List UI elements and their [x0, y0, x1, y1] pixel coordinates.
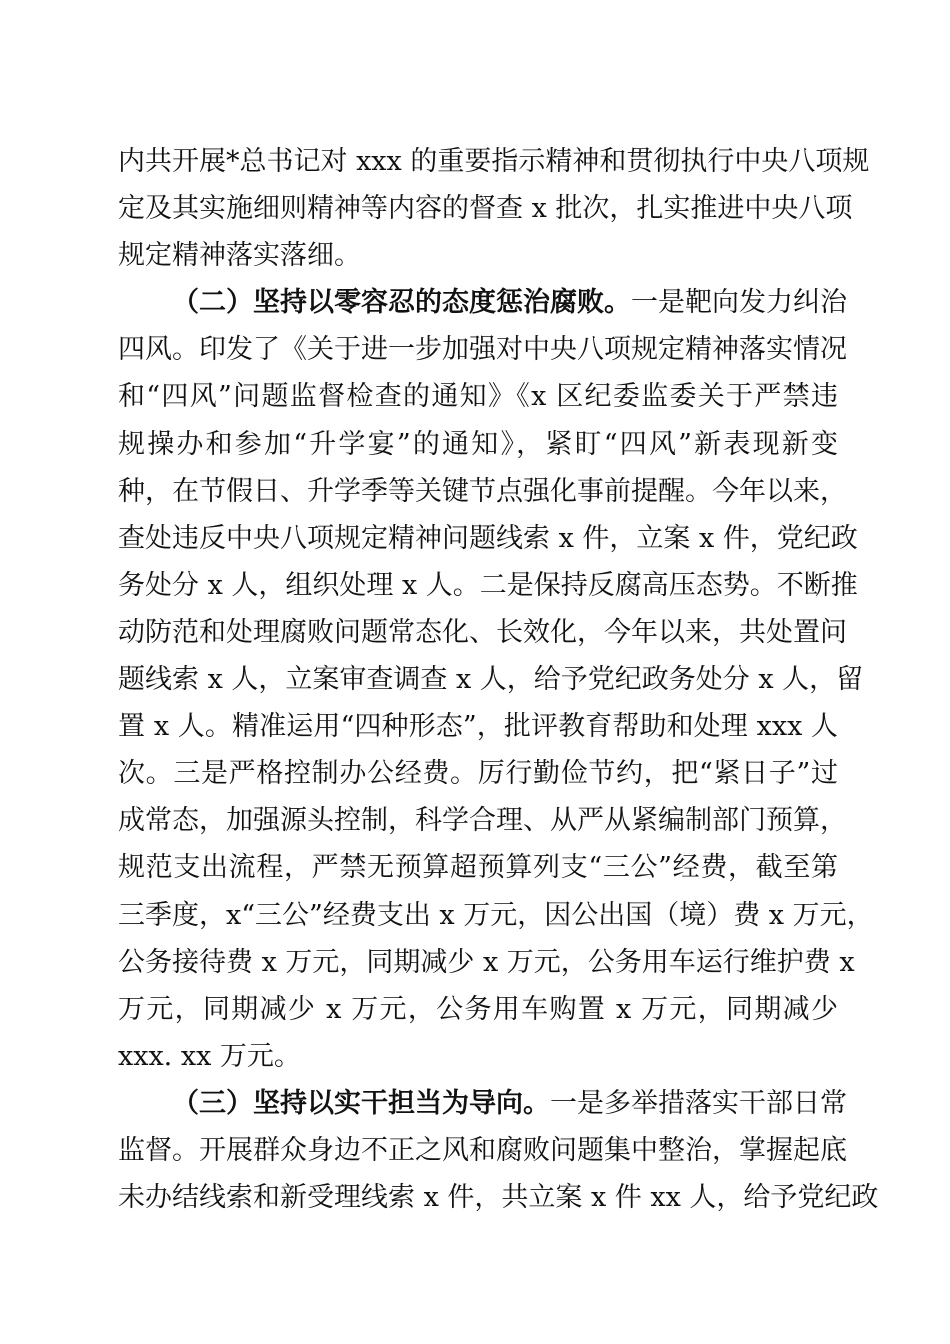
text-line: 成常态，加强源头控制，科学合理、从严从紧编制部门预算， [118, 805, 847, 837]
section-heading: （三）坚持以实干担当为导向。 [172, 1087, 550, 1119]
text-line: 种，在节假日、升学季等关键节点强化事前提醒。今年以来， [118, 475, 847, 507]
text-line: 四风。印发了《关于进一步加强对中央八项规定精神落实情况 [118, 334, 847, 366]
text-line: 题线索 x 人，立案审查调查 x 人，给予党纪政务处分 x 人，留 [118, 664, 864, 696]
text-span: 一是靶向发力纠治 [631, 287, 847, 319]
text-span: 一是多举措落实干部日常 [550, 1087, 847, 1119]
text-line: 置 x 人。精准运用“四种形态”，批评教育帮助和处理 xxx 人 [118, 711, 838, 743]
text-line: 三季度，x“三公”经费支出 x 万元，因公出国（境）费 x 万元， [118, 899, 874, 931]
text-line: 规范支出流程，严禁无预算超预算列支“三公”经费，截至第 [118, 852, 838, 884]
text-line: 次。三是严格控制办公经费。厉行勤俭节约，把“紧日子”过 [118, 758, 838, 790]
text-line: 监督。开展群众身边不正之风和腐败问题集中整治，掌握起底 [118, 1134, 847, 1166]
text-line: 规操办和参加“升学宴”的通知》，紧盯“四风”新表现新变 [118, 428, 838, 460]
text-line: 查处违反中央八项规定精神问题线索 x 件，立案 x 件，党纪政 [118, 522, 858, 554]
text-line: 内共开展*总书记对 xxx 的重要指示精神和贯彻执行中央八项规 [118, 146, 870, 177]
document-body [118, 138, 879, 1221]
text-line: 万元，同期减少 x 万元，公务用车购置 x 万元，同期减少 [118, 993, 838, 1025]
text-line: 务处分 x 人，组织处理 x 人。二是保持反腐高压态势。不断推 [118, 569, 858, 601]
paragraph-first-line [118, 279, 847, 326]
text-line: 定及其实施细则精神等内容的督查 x 批次，扎实推进中央八项 [118, 193, 853, 225]
text-line: 未办结线索和新受理线索 x 件，共立案 x 件 xx 人，给予党纪政 [118, 1182, 879, 1214]
section-heading: （二）坚持以零容忍的态度惩治腐败。 [172, 287, 631, 319]
paragraph-first-line [118, 1080, 847, 1127]
text-line: 动防范和处理腐败问题常态化、长效化，今年以来，共处置问 [118, 616, 847, 648]
text-line: xxx. xx 万元。 [118, 1040, 301, 1072]
text-line: 和“四风”问题监督检查的通知》《x 区纪委监委关于严禁违 [118, 381, 838, 413]
text-line: 规定精神落实落细。 [118, 240, 361, 272]
text-line: 公务接待费 x 万元，同期减少 x 万元，公务用车运行维护费 x [118, 946, 855, 978]
